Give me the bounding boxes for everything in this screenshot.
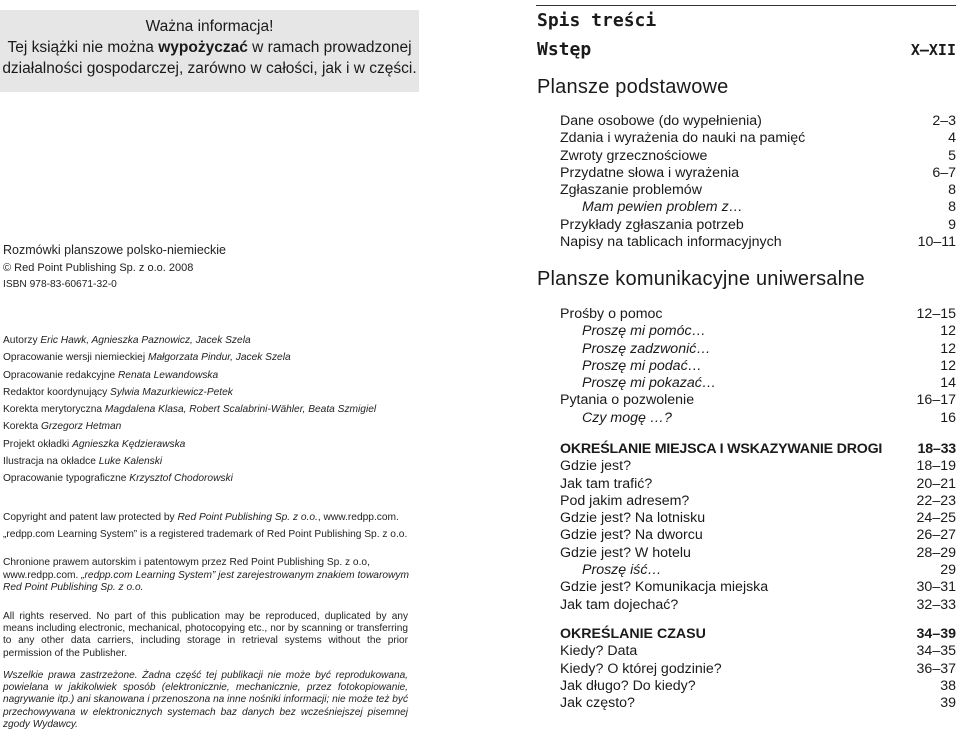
credit-line bbox=[3, 384, 376, 401]
toc-row-label: Jak długo? Do kiedy? bbox=[560, 677, 696, 694]
toc-row bbox=[560, 234, 956, 251]
toc-row-pages: 26–27 bbox=[916, 527, 956, 544]
toc-group-3-rows bbox=[560, 643, 956, 712]
credits-list bbox=[3, 332, 376, 488]
toc-row-pages: 8 bbox=[948, 182, 956, 199]
toc-row-pages: 4 bbox=[948, 130, 956, 147]
toc-row bbox=[560, 476, 956, 493]
copyright-pl-1: Chronione prawem autorskim i patentowym przez Red Point Publishing Sp. z o.o, bbox=[3, 557, 370, 568]
toc-group-2 bbox=[560, 441, 956, 614]
toc-heading: Spis treści bbox=[537, 10, 657, 31]
toc-row-label: Jak tam dojechać? bbox=[560, 596, 679, 613]
credit-line bbox=[3, 401, 376, 418]
toc-row-label: Zgłaszanie problemów bbox=[560, 182, 702, 199]
toc-row bbox=[560, 493, 956, 510]
toc-row-label: Zdania i wyrażenia do nauki na pamięć bbox=[560, 130, 806, 147]
toc-row bbox=[560, 182, 956, 199]
credit-names: Magdalena Klasa, Robert Scalabrini-Wähler, Beata Szmigiel bbox=[104, 404, 377, 416]
toc-row bbox=[560, 510, 956, 527]
toc-row-pages: 34–39 bbox=[916, 626, 956, 642]
toc-row-label: Proszę mi pomóc… bbox=[582, 323, 706, 340]
toc-row-label: OKREŚLANIE MIEJSCA I WSKAZYWANIE DROGI bbox=[560, 441, 883, 457]
toc-intro-label: Wstęp bbox=[537, 39, 592, 60]
top-rule bbox=[536, 5, 956, 6]
credit-line bbox=[3, 418, 376, 435]
notice-text: w ramach prowadzonej bbox=[247, 39, 412, 56]
toc-group-1 bbox=[560, 306, 956, 427]
toc-row-pages: 16–17 bbox=[916, 392, 956, 409]
notice-text: Tej książki nie można bbox=[7, 39, 159, 56]
toc-row bbox=[560, 678, 956, 695]
toc-row bbox=[560, 579, 956, 596]
toc-row-pages: 39 bbox=[940, 695, 956, 712]
toc-row bbox=[560, 323, 956, 340]
toc-row bbox=[560, 643, 956, 660]
credit-line bbox=[3, 436, 376, 453]
section-plansze-podstawowe: Plansze podstawowe bbox=[537, 76, 729, 98]
toc-row bbox=[560, 410, 956, 427]
toc-row-pages: 10–11 bbox=[917, 234, 956, 251]
credit-line bbox=[3, 470, 376, 487]
toc-row-pages: 9 bbox=[948, 216, 956, 233]
notice-title: Ważna informacja! bbox=[145, 18, 274, 35]
toc-row-pages: 32–33 bbox=[916, 596, 956, 613]
toc-row-label: Przykłady zgłaszania potrzeb bbox=[560, 216, 744, 233]
toc-row bbox=[560, 148, 956, 165]
notice-line-2 bbox=[0, 37, 419, 58]
credit-names: Luke Kalenski bbox=[98, 456, 163, 468]
toc-intro-pages: X–XII bbox=[910, 41, 956, 59]
toc-row bbox=[560, 199, 956, 216]
toc-row bbox=[560, 695, 956, 712]
toc-row bbox=[560, 458, 956, 475]
toc-row-pages: 20–21 bbox=[916, 475, 956, 492]
isbn: ISBN 978-83-60671-32-0 bbox=[3, 279, 117, 290]
toc-row-pages: 8 bbox=[948, 199, 956, 216]
toc-row-label: Czy mogę …? bbox=[582, 409, 672, 426]
legal-publisher: Red Point Publishing Sp. z o.o. bbox=[177, 512, 318, 523]
toc-row-pages: 24–25 bbox=[916, 510, 956, 527]
toc-row-label: Mam pewien problem z… bbox=[582, 199, 743, 216]
toc-row-label: Zwroty grzecznościowe bbox=[560, 147, 708, 164]
toc-row-label: Pytania o pozwolenie bbox=[560, 392, 695, 409]
toc-row-label: OKREŚLANIE CZASU bbox=[560, 626, 706, 642]
toc-row-label: Kiedy? O której godzinie? bbox=[560, 660, 722, 677]
credit-role: Opracowanie wersji niemieckiej bbox=[3, 352, 148, 364]
toc-row bbox=[560, 306, 956, 323]
toc-row bbox=[560, 165, 956, 182]
toc-row-pages: 29 bbox=[940, 562, 956, 579]
toc-row bbox=[560, 597, 956, 614]
toc-row-pages: 22–23 bbox=[916, 492, 956, 509]
toc-row-label: Gdzie jest? Na lotnisku bbox=[560, 510, 706, 527]
toc-row-label: Proszę zadzwonić… bbox=[582, 340, 711, 357]
toc-row-pages: 38 bbox=[940, 677, 956, 694]
credit-role: Autorzy bbox=[3, 335, 41, 346]
toc-row-pages: 2–3 bbox=[932, 113, 956, 129]
toc-row bbox=[560, 358, 956, 375]
toc-row-pages: 12 bbox=[940, 357, 956, 374]
rights-en: All rights reserved. No part of this publication may be reproduced, duplicated by any means including electronic, mechanical, photocopying etc., nor by scanning or transferring to any other data carriers, including storage in retrieval systems without the prior permission of the Publisher. bbox=[3, 611, 408, 659]
toc-row-label: Gdzie jest? Komunikacja miejska bbox=[560, 579, 769, 596]
copyright-en-1 bbox=[3, 512, 399, 523]
credit-names: Krzysztof Chodorowski bbox=[129, 473, 233, 485]
copyright-line: © Red Point Publishing Sp. z o.o. 2008 bbox=[3, 262, 194, 274]
toc-row-label: Jak często? bbox=[560, 695, 635, 712]
notice-box bbox=[0, 10, 419, 92]
toc-row-pages: 16 bbox=[940, 409, 956, 426]
toc-row-pages: 6–7 bbox=[932, 164, 956, 181]
toc-row bbox=[560, 527, 956, 544]
toc-group-3 bbox=[560, 626, 956, 712]
notice-emphasis: wypożyczać bbox=[158, 39, 248, 56]
credit-role: Redaktor koordynujący bbox=[3, 386, 111, 398]
toc-row-pages: 5 bbox=[948, 147, 956, 164]
credit-role: Opracowanie redakcyjne bbox=[3, 369, 118, 381]
toc-row-label: Przydatne słowa i wyrażenia bbox=[560, 164, 739, 181]
toc-row bbox=[560, 392, 956, 409]
toc-row bbox=[560, 562, 956, 579]
book-title: Rozmówki planszowe polsko-niemieckie bbox=[3, 243, 227, 257]
toc-row-label: Proszę iść… bbox=[582, 562, 662, 579]
copyright-pl-3: Red Point Publishing Sp. z o.o. bbox=[3, 582, 144, 593]
toc-row bbox=[560, 113, 956, 130]
toc-row bbox=[560, 217, 956, 234]
toc-row-label: Pod jakim adresem? bbox=[560, 492, 690, 509]
toc-group-3-title bbox=[560, 626, 956, 643]
toc-row-pages: 12 bbox=[940, 340, 956, 357]
credit-names: Grzegorz Hetman bbox=[40, 421, 122, 433]
toc-row-pages: 14 bbox=[940, 375, 956, 392]
toc-row-label: Gdzie jest? Na dworcu bbox=[560, 527, 703, 544]
toc-row-label: Prośby o pomoc bbox=[560, 306, 663, 322]
copyright-pl-2 bbox=[3, 570, 409, 581]
credit-names: Agnieszka Kędzierawska bbox=[72, 438, 186, 450]
credit-line bbox=[3, 367, 376, 384]
toc-row-label: Kiedy? Data bbox=[560, 643, 638, 660]
toc-row bbox=[560, 130, 956, 147]
toc-row-label: Jak tam trafić? bbox=[560, 475, 653, 492]
toc-row-pages: 36–37 bbox=[916, 660, 956, 677]
toc-row-label: Proszę mi pokazać… bbox=[582, 375, 717, 392]
legal-trademark: „redpp.com Learning System” jest zarejestrowanym znakiem towarowym bbox=[81, 570, 409, 581]
credit-role: Opracowanie typograficzne bbox=[3, 473, 130, 485]
credit-line bbox=[3, 349, 376, 366]
credit-names: Renata Lewandowska bbox=[117, 369, 219, 381]
toc-row-pages: 12 bbox=[940, 323, 956, 340]
legal-text: , www.redpp.com. bbox=[317, 512, 399, 523]
legal-text: Copyright and patent law protected by bbox=[3, 512, 178, 523]
toc-row bbox=[560, 375, 956, 392]
credit-names: Sylwia Mazurkiewicz-Petek bbox=[110, 386, 233, 398]
credit-role: Korekta merytoryczna bbox=[3, 404, 105, 416]
toc-row-label: Napisy na tablicach informacyjnych bbox=[560, 234, 782, 251]
notice-line-3: działalności gospodarczej, zarówno w całości, jak i w części. bbox=[2, 60, 417, 77]
toc-group-2-title bbox=[560, 441, 956, 458]
section-plansze-komunikacyjne: Plansze komunikacyjne uniwersalne bbox=[537, 268, 865, 290]
copyright-en-2: „redpp.com Learning System” is a registered trademark of Red Point Publishing Sp. z o.o. bbox=[3, 529, 408, 540]
credit-line bbox=[3, 332, 376, 349]
credit-line bbox=[3, 453, 376, 470]
toc-row bbox=[560, 661, 956, 678]
toc-row-label: Dane osobowe (do wypełnienia) bbox=[560, 113, 762, 129]
toc-row bbox=[560, 341, 956, 358]
toc-row-label: Proszę mi podać… bbox=[582, 357, 702, 374]
toc-row-label: Gdzie jest? W hotelu bbox=[560, 544, 691, 561]
legal-text: www.redpp.com. bbox=[3, 570, 82, 581]
toc-row-pages: 18–19 bbox=[916, 458, 956, 475]
toc-row-pages: 12–15 bbox=[916, 306, 956, 322]
credit-role: Projekt okładki bbox=[3, 438, 73, 450]
toc-row-pages: 18–33 bbox=[917, 441, 956, 457]
toc-row-pages: 34–35 bbox=[916, 643, 956, 660]
toc-row-label: Gdzie jest? bbox=[560, 458, 631, 475]
toc-row-pages: 28–29 bbox=[916, 544, 956, 561]
toc-row-pages: 30–31 bbox=[916, 579, 956, 596]
rights-pl: Wszelkie prawa zastrzeżone. Żadna część tej publikacji nie może być reprodukowana, powielana w jakikolwiek sposób (elektronicznie, mechanicznie, przez fotokopiowanie, nagrywanie itp.) ani skanowana i przenoszona na inne nośniki informacji; nie może też być przechowywana w elektronicznych systemach baz danych bez wcześniejszej pisemnej zgody Wydawcy. bbox=[3, 670, 408, 730]
credit-names: Eric Hawk, Agnieszka Paznowicz, Jacek Szela bbox=[40, 335, 251, 346]
credit-role: Ilustracja na okładce bbox=[3, 456, 99, 468]
toc-group-2-rows bbox=[560, 458, 956, 614]
credit-names: Małgorzata Pindur, Jacek Szela bbox=[147, 352, 291, 364]
toc-section-1 bbox=[560, 113, 956, 251]
toc-row bbox=[560, 545, 956, 562]
credit-role: Korekta bbox=[3, 421, 41, 433]
